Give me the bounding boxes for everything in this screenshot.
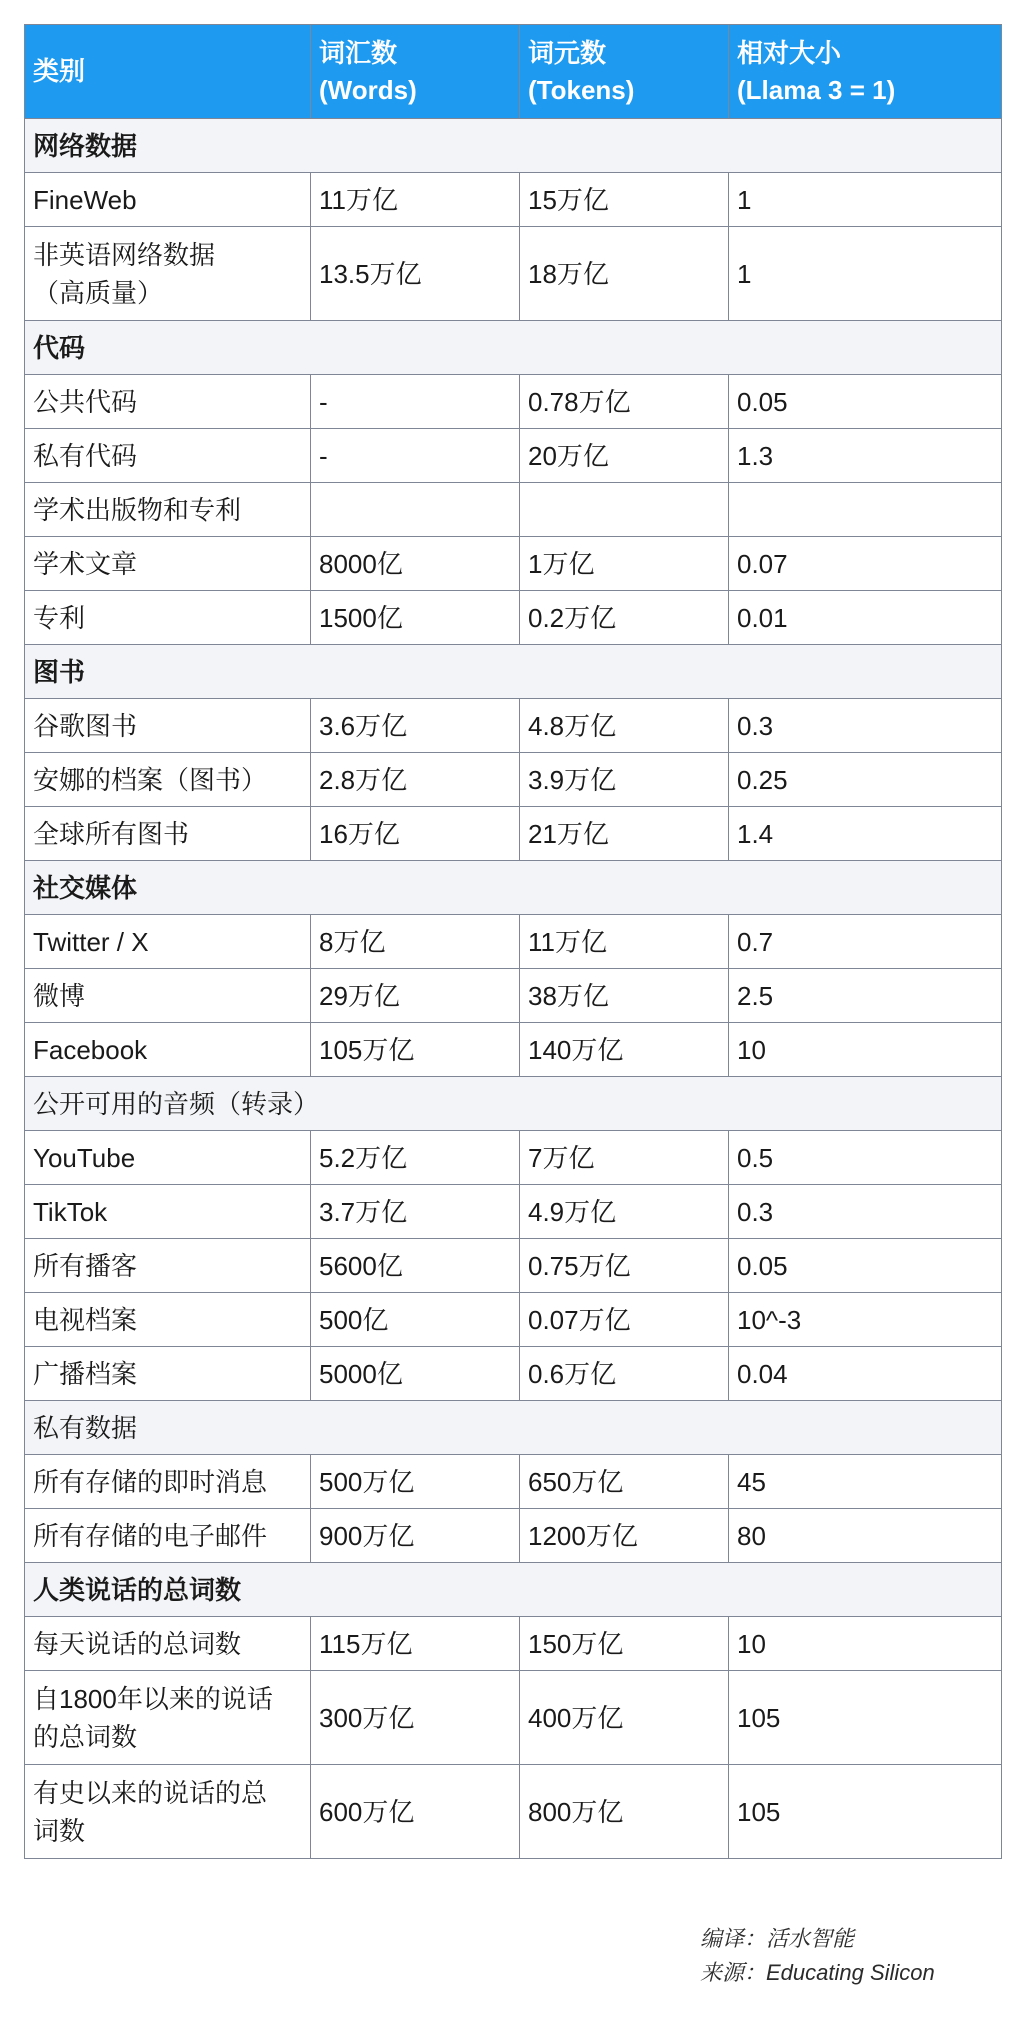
words-cell: 8000亿 xyxy=(311,537,520,591)
source-name-cell: 微博 xyxy=(25,969,311,1023)
tokens-cell: 4.8万亿 xyxy=(520,699,729,753)
source-name-cell: 谷歌图书 xyxy=(25,699,311,753)
words-cell: 5600亿 xyxy=(311,1239,520,1293)
header-row xyxy=(25,25,1002,119)
words-cell: 900万亿 xyxy=(311,1509,520,1563)
relative-size-cell: 105 xyxy=(729,1671,1002,1765)
relative-size-cell: 0.25 xyxy=(729,753,1002,807)
category-label: 私有数据 xyxy=(25,1401,1002,1455)
tokens-cell: 400万亿 xyxy=(520,1671,729,1765)
table-container xyxy=(24,24,1001,1859)
category-row xyxy=(25,483,1002,537)
relative-size-cell: 10 xyxy=(729,1617,1002,1671)
tokens-cell: 20万亿 xyxy=(520,429,729,483)
words-cell: - xyxy=(311,375,520,429)
table-row xyxy=(25,591,1002,645)
table-row xyxy=(25,969,1002,1023)
words-cell: 1500亿 xyxy=(311,591,520,645)
words-cell: 8万亿 xyxy=(311,915,520,969)
source-name-cell: 每天说话的总词数 xyxy=(25,1617,311,1671)
header-relative-size: 相对大小 (Llama 3 = 1) xyxy=(729,25,1002,119)
source-name-cell: Facebook xyxy=(25,1023,311,1077)
source-name-cell: 自1800年以来的说话 的总词数 xyxy=(25,1671,311,1765)
relative-size-cell: 80 xyxy=(729,1509,1002,1563)
table-row xyxy=(25,1671,1002,1765)
tokens-cell: 38万亿 xyxy=(520,969,729,1023)
table-header xyxy=(25,25,1002,119)
category-label: 网络数据 xyxy=(25,119,1002,173)
source-name-cell: 学术文章 xyxy=(25,537,311,591)
words-cell: 3.7万亿 xyxy=(311,1185,520,1239)
words-cell: 600万亿 xyxy=(311,1765,520,1859)
relative-size-cell: 0.01 xyxy=(729,591,1002,645)
table-row xyxy=(25,375,1002,429)
words-cell: 29万亿 xyxy=(311,969,520,1023)
table-row xyxy=(25,807,1002,861)
table-row xyxy=(25,1455,1002,1509)
header-tokens: 词元数 (Tokens) xyxy=(520,25,729,119)
empty-cell xyxy=(729,483,1002,537)
source-name-cell: 广播档案 xyxy=(25,1347,311,1401)
relative-size-cell: 1 xyxy=(729,227,1002,321)
words-cell: 500万亿 xyxy=(311,1455,520,1509)
category-label: 公开可用的音频（转录） xyxy=(25,1077,1002,1131)
credits xyxy=(700,1922,1000,1990)
source-name-cell: 私有代码 xyxy=(25,429,311,483)
words-cell: 2.8万亿 xyxy=(311,753,520,807)
source-name-cell: 所有播客 xyxy=(25,1239,311,1293)
table-row xyxy=(25,227,1002,321)
tokens-cell: 15万亿 xyxy=(520,173,729,227)
source-name-cell: YouTube xyxy=(25,1131,311,1185)
tokens-cell: 0.07万亿 xyxy=(520,1293,729,1347)
empty-cell xyxy=(311,483,520,537)
translator-credit: 编译：活水智能 xyxy=(700,1926,855,1951)
category-row xyxy=(25,861,1002,915)
table-row xyxy=(25,699,1002,753)
table-row xyxy=(25,537,1002,591)
words-cell: 3.6万亿 xyxy=(311,699,520,753)
source-name-cell: FineWeb xyxy=(25,173,311,227)
relative-size-cell: 0.7 xyxy=(729,915,1002,969)
relative-size-cell: 0.05 xyxy=(729,375,1002,429)
category-label: 代码 xyxy=(25,321,1002,375)
table-row xyxy=(25,1293,1002,1347)
relative-size-cell: 0.5 xyxy=(729,1131,1002,1185)
tokens-cell: 800万亿 xyxy=(520,1765,729,1859)
relative-size-cell: 1 xyxy=(729,173,1002,227)
tokens-cell: 650万亿 xyxy=(520,1455,729,1509)
relative-size-cell: 2.5 xyxy=(729,969,1002,1023)
source-name-cell: 所有存储的即时消息 xyxy=(25,1455,311,1509)
relative-size-cell: 0.04 xyxy=(729,1347,1002,1401)
table-row xyxy=(25,1239,1002,1293)
source-name-cell: 电视档案 xyxy=(25,1293,311,1347)
relative-size-cell: 0.05 xyxy=(729,1239,1002,1293)
tokens-cell: 0.75万亿 xyxy=(520,1239,729,1293)
tokens-cell: 21万亿 xyxy=(520,807,729,861)
category-label: 社交媒体 xyxy=(25,861,1002,915)
tokens-cell: 11万亿 xyxy=(520,915,729,969)
words-cell: 11万亿 xyxy=(311,173,520,227)
source-name-cell: 专利 xyxy=(25,591,311,645)
words-cell: 115万亿 xyxy=(311,1617,520,1671)
table-row xyxy=(25,1617,1002,1671)
category-row xyxy=(25,1563,1002,1617)
source-name-cell: TikTok xyxy=(25,1185,311,1239)
category-row xyxy=(25,1401,1002,1455)
tokens-cell: 4.9万亿 xyxy=(520,1185,729,1239)
table-row xyxy=(25,1023,1002,1077)
words-cell: 5.2万亿 xyxy=(311,1131,520,1185)
relative-size-cell: 105 xyxy=(729,1765,1002,1859)
words-cell: 16万亿 xyxy=(311,807,520,861)
words-cell: - xyxy=(311,429,520,483)
table-row xyxy=(25,915,1002,969)
words-cell: 300万亿 xyxy=(311,1671,520,1765)
relative-size-cell: 0.3 xyxy=(729,1185,1002,1239)
category-row xyxy=(25,321,1002,375)
table-row xyxy=(25,1765,1002,1859)
table-row xyxy=(25,753,1002,807)
tokens-cell: 0.6万亿 xyxy=(520,1347,729,1401)
category-row xyxy=(25,645,1002,699)
tokens-cell: 150万亿 xyxy=(520,1617,729,1671)
table-row xyxy=(25,1185,1002,1239)
source-name-cell: 所有存储的电子邮件 xyxy=(25,1509,311,1563)
relative-size-cell: 1.4 xyxy=(729,807,1002,861)
header-category: 类别 xyxy=(25,25,311,119)
empty-cell xyxy=(520,483,729,537)
category-row xyxy=(25,119,1002,173)
relative-size-cell: 0.3 xyxy=(729,699,1002,753)
table-row xyxy=(25,1347,1002,1401)
source-name-cell: 公共代码 xyxy=(25,375,311,429)
category-row xyxy=(25,1077,1002,1131)
source-name-cell: 全球所有图书 xyxy=(25,807,311,861)
source-name-cell: 有史以来的说话的总 词数 xyxy=(25,1765,311,1859)
table-row xyxy=(25,1131,1002,1185)
tokens-cell: 1200万亿 xyxy=(520,1509,729,1563)
tokens-cell: 18万亿 xyxy=(520,227,729,321)
header-words: 词汇数 (Words) xyxy=(311,25,520,119)
words-cell: 105万亿 xyxy=(311,1023,520,1077)
table-row xyxy=(25,1509,1002,1563)
words-cell: 5000亿 xyxy=(311,1347,520,1401)
source-name-cell: Twitter / X xyxy=(25,915,311,969)
category-label: 学术出版物和专利 xyxy=(25,483,311,537)
relative-size-cell: 0.07 xyxy=(729,537,1002,591)
tokens-cell: 7万亿 xyxy=(520,1131,729,1185)
source-name-cell: 安娜的档案（图书） xyxy=(25,753,311,807)
tokens-cell: 3.9万亿 xyxy=(520,753,729,807)
relative-size-cell: 10^-3 xyxy=(729,1293,1002,1347)
relative-size-cell: 45 xyxy=(729,1455,1002,1509)
category-label: 人类说话的总词数 xyxy=(25,1563,1002,1617)
tokens-cell: 140万亿 xyxy=(520,1023,729,1077)
table-row xyxy=(25,429,1002,483)
tokens-cell: 1万亿 xyxy=(520,537,729,591)
relative-size-cell: 1.3 xyxy=(729,429,1002,483)
source-credit: 来源：Educating Silicon xyxy=(700,1960,935,1985)
tokens-cell: 0.2万亿 xyxy=(520,591,729,645)
source-name-cell: 非英语网络数据 （高质量） xyxy=(25,227,311,321)
table-row xyxy=(25,173,1002,227)
words-cell: 13.5万亿 xyxy=(311,227,520,321)
category-label: 图书 xyxy=(25,645,1002,699)
relative-size-cell: 10 xyxy=(729,1023,1002,1077)
data-sources-table xyxy=(24,24,1002,1859)
tokens-cell: 0.78万亿 xyxy=(520,375,729,429)
table-body xyxy=(25,119,1002,1859)
words-cell: 500亿 xyxy=(311,1293,520,1347)
